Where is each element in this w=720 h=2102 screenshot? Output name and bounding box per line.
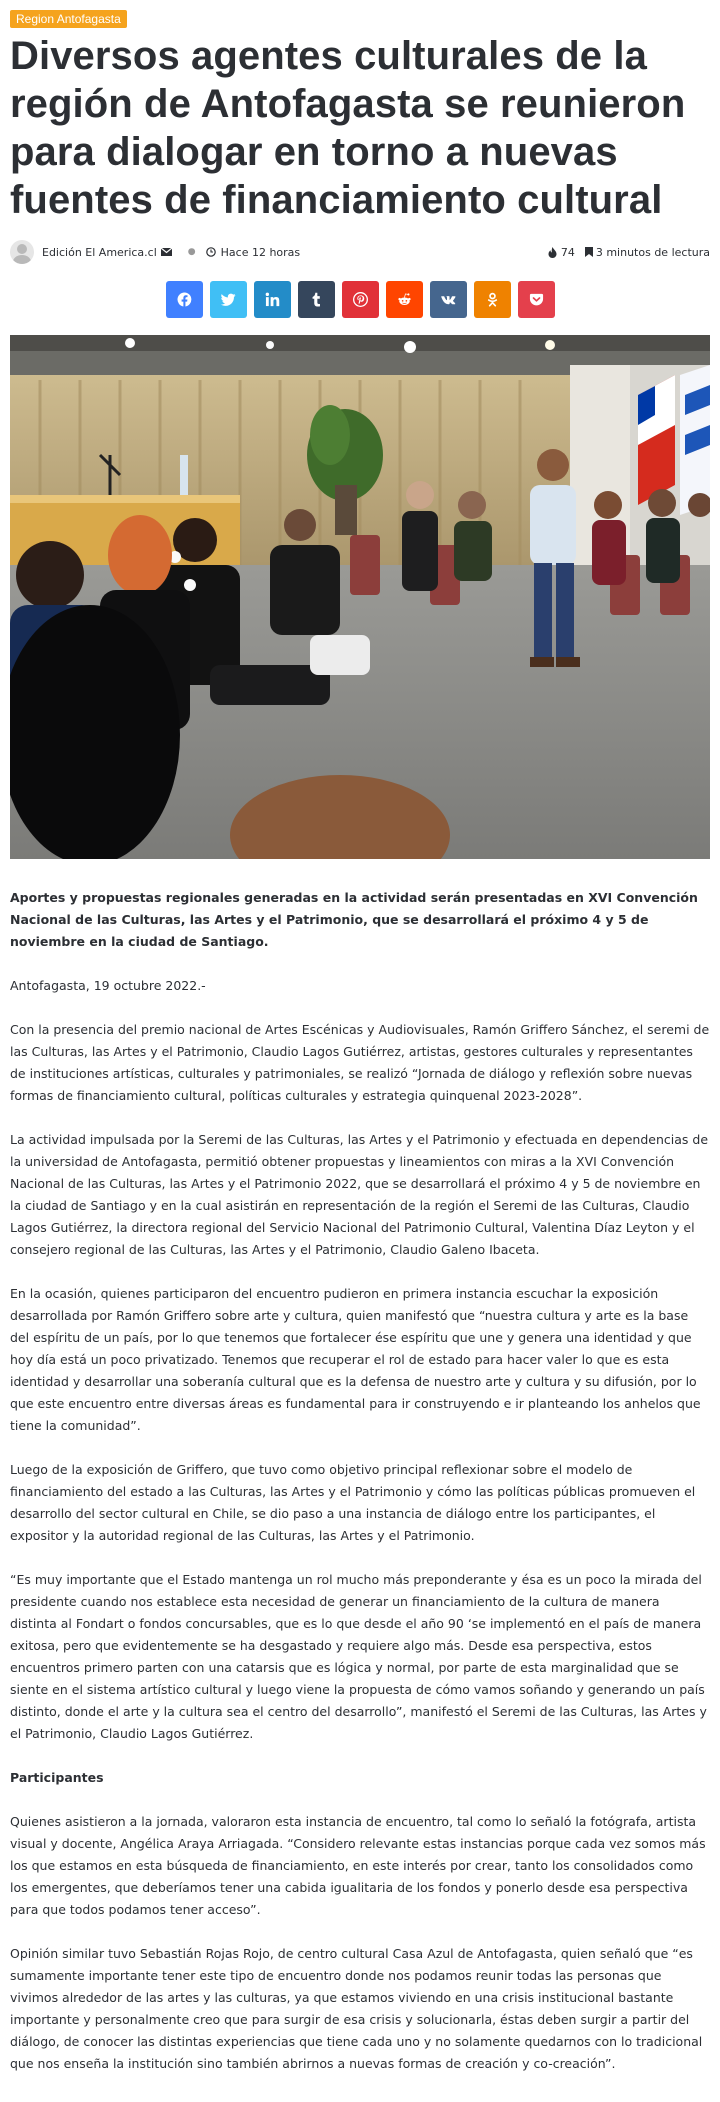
meta-left [10,240,300,264]
view-count: 74 [560,245,575,259]
article-lead: Aportes y propuestas regionales generadas en la actividad serán presentadas en XVI Convención Nacional de las Culturas, las Artes y el Patrimonio, que se desarrollará el próximo 4 y 5 de noviembre en la ciudad de Santiago. [10,890,698,949]
article-title: Diversos agentes culturales de la región de Antofagasta se reunieron para dialogar en torno a nuevas fuentes de financiamiento cultural [10,34,686,222]
article-paragraph: La actividad impulsada por la Seremi de las Culturas, las Artes y el Patrimonio y efectuada en dependencias de la universidad de Antofagasta, permitió obtener propuestas y lineamientos con miras a la XVI Convención Nacional de las Culturas, las Artes y el Patrimonio 2022, que se desarrollará el próximo 4 y 5 de noviembre en la ciudad de Santiago y en la cual asistirán en representación de la región el Seremi de las Culturas, Claudio Lagos Gutiérrez, la directora regional del Servicio Nacional del Patrimonio Cultural, Valentina Díaz Leyton y el consejero regional de las Culturas, las Artes y el Patrimonio, Claudio Galeno Ibaceta. [10,1132,709,1257]
share-tumblr-button[interactable] [298,281,335,318]
share-pinterest-button[interactable] [342,281,379,318]
pocket-icon [529,292,544,307]
share-reddit-button[interactable] [386,281,423,318]
meta-separator: ● [187,247,196,257]
article-body [10,887,710,2075]
odnoklassniki-icon [485,292,500,307]
featured-photo-illustration [10,335,710,859]
read-time: 3 minutos de lectura [595,245,710,259]
article-paragraph: Con la presencia del premio nacional de Artes Escénicas y Audiovisuales, Ramón Griffero Sánchez, el seremi de las Culturas, las Artes y el Patrimonio, Claudio Lagos Gutiérrez, artistas, gestores culturales y representantes de instituciones artísticas, culturales y patrimoniales, se realizó “Jornada de diálogo y reflexión sobre nuevas formas de financiamiento cultural, políticas culturales y estrategia quinquenal 2023-2028”. [10,1022,710,1103]
email-icon[interactable] [161,248,172,256]
section-heading: Participantes [10,1770,104,1785]
author-avatar[interactable] [10,240,34,264]
article-paragraph: Quienes asistieron a la jornada, valoraron esta instancia de encuentro, tal como lo señaló la fotógrafa, artista visual y docente, Angélica Araya Arriagada. “Considero relevante estas instancias porque cada vez somos más los que estamos en esta búsqueda de financiamiento, en este interés por crear, tanto los consolidados como los emergentes, que deberíamos tener una cabida igualitaria de los fondos y ponerlo desde esa perspectiva para que todos podamos tener acceso”. [10,1814,706,1917]
article-paragraph: “Es muy importante que el Estado mantenga un rol mucho más preponderante y ésa es un poco la mirada del presidente cuando nos establece esta necesidad de generar un financiamiento de la cultura de manera distinta al Fondart o fondos concursables, que es lo que desde el año 90 ‘se implementó en el país de manera exitosa, pero que evidentemente se ha desgastado y requiere algo más. Desde esa perspectiva, estos encuentros primero parten con una catarsis que es lógica y normal, por parte de esta marginalidad que se siente en el sistema artístico cultural y luego viene la propuesta de cómo vamos soñando y generando un país distinto, donde el arte y la cultura sea el centro del desarrollo”, manifestó el Seremi de las Culturas, las Artes y el Patrimonio, Claudio Lagos Gutiérrez. [10,1572,707,1741]
meta-right [548,246,710,259]
fire-icon [548,247,557,258]
article-paragraph: Opinión similar tuvo Sebastián Rojas Rojo, de centro cultural Casa Azul de Antofagasta, quien señaló que “es sumamente importante tener este tipo de encuentro donde nos podamos reunir todas las personas que vivimos alrededor de las artes y las culturas, ya que estamos viviendo en una crisis institucional bastante importante y personalmente creo que para surgir de esa crisis y solucionarla, éstas deben surgir a partir del diálogo, de conocer las distintas experiencias que tiene cada uno y no solamente quedarnos con lo tradicional que nos enseña la institución sino también abrirnos a nuevas formas de creación y co-creación”. [10,1946,703,2071]
share-buttons [10,281,710,318]
pinterest-icon [353,292,368,307]
featured-photo [10,335,710,859]
clock-icon [206,247,216,257]
share-twitter-button[interactable] [210,281,247,318]
author-link[interactable]: Edición El America.cl [42,245,157,259]
share-facebook-button[interactable] [166,281,203,318]
article-meta [10,240,710,264]
reddit-icon [397,292,412,307]
time-ago: Hace 12 horas [220,245,301,259]
share-vk-button[interactable] [430,281,467,318]
vk-icon [441,292,456,307]
bookmark-icon [585,247,593,257]
tumblr-icon [309,292,324,307]
article-paragraph: En la ocasión, quienes participaron del encuentro pudieron en primera instancia escuchar la exposición desarrollada por Ramón Griffero sobre arte y cultura, quien manifestó que “nuestra cultura y arte es la base del espíritu de un país, por lo que tenemos que fortalecer ése espíritu que une y genera una identidad y que hoy día está un poco privatizado. Tenemos que recuperar el rol de estado para hacer valer lo que es esta identidad y desarrollar una soberanía cultural que es la defensa de nuestro arte y cultura y su difusión, por lo que este encuentro entre diversas áreas es fundamental para ir construyendo e ir planteando los anhelos que tiene la comunidad”. [10,1286,701,1433]
article-paragraph: Luego de la exposición de Griffero, que tuvo como objetivo principal reflexionar sobre el modelo de financiamiento del estado a las Culturas, las Artes y el Patrimonio y cómo las políticas públicas promueven el desarrollo del sector cultural en Chile, se dio paso a una instancia de diálogo entre los participantes, el expositor y la autoridad regional de las Culturas, las Artes y el Patrimonio. [10,1462,696,1543]
twitter-icon [221,292,236,307]
share-pocket-button[interactable] [518,281,555,318]
share-linkedin-button[interactable] [254,281,291,318]
linkedin-icon [265,292,280,307]
category-badge[interactable]: Region Antofagasta [10,10,127,28]
share-odnoklassniki-button[interactable] [474,281,511,318]
article-paragraph: Antofagasta, 19 octubre 2022.- [10,978,206,993]
facebook-icon [177,292,192,307]
